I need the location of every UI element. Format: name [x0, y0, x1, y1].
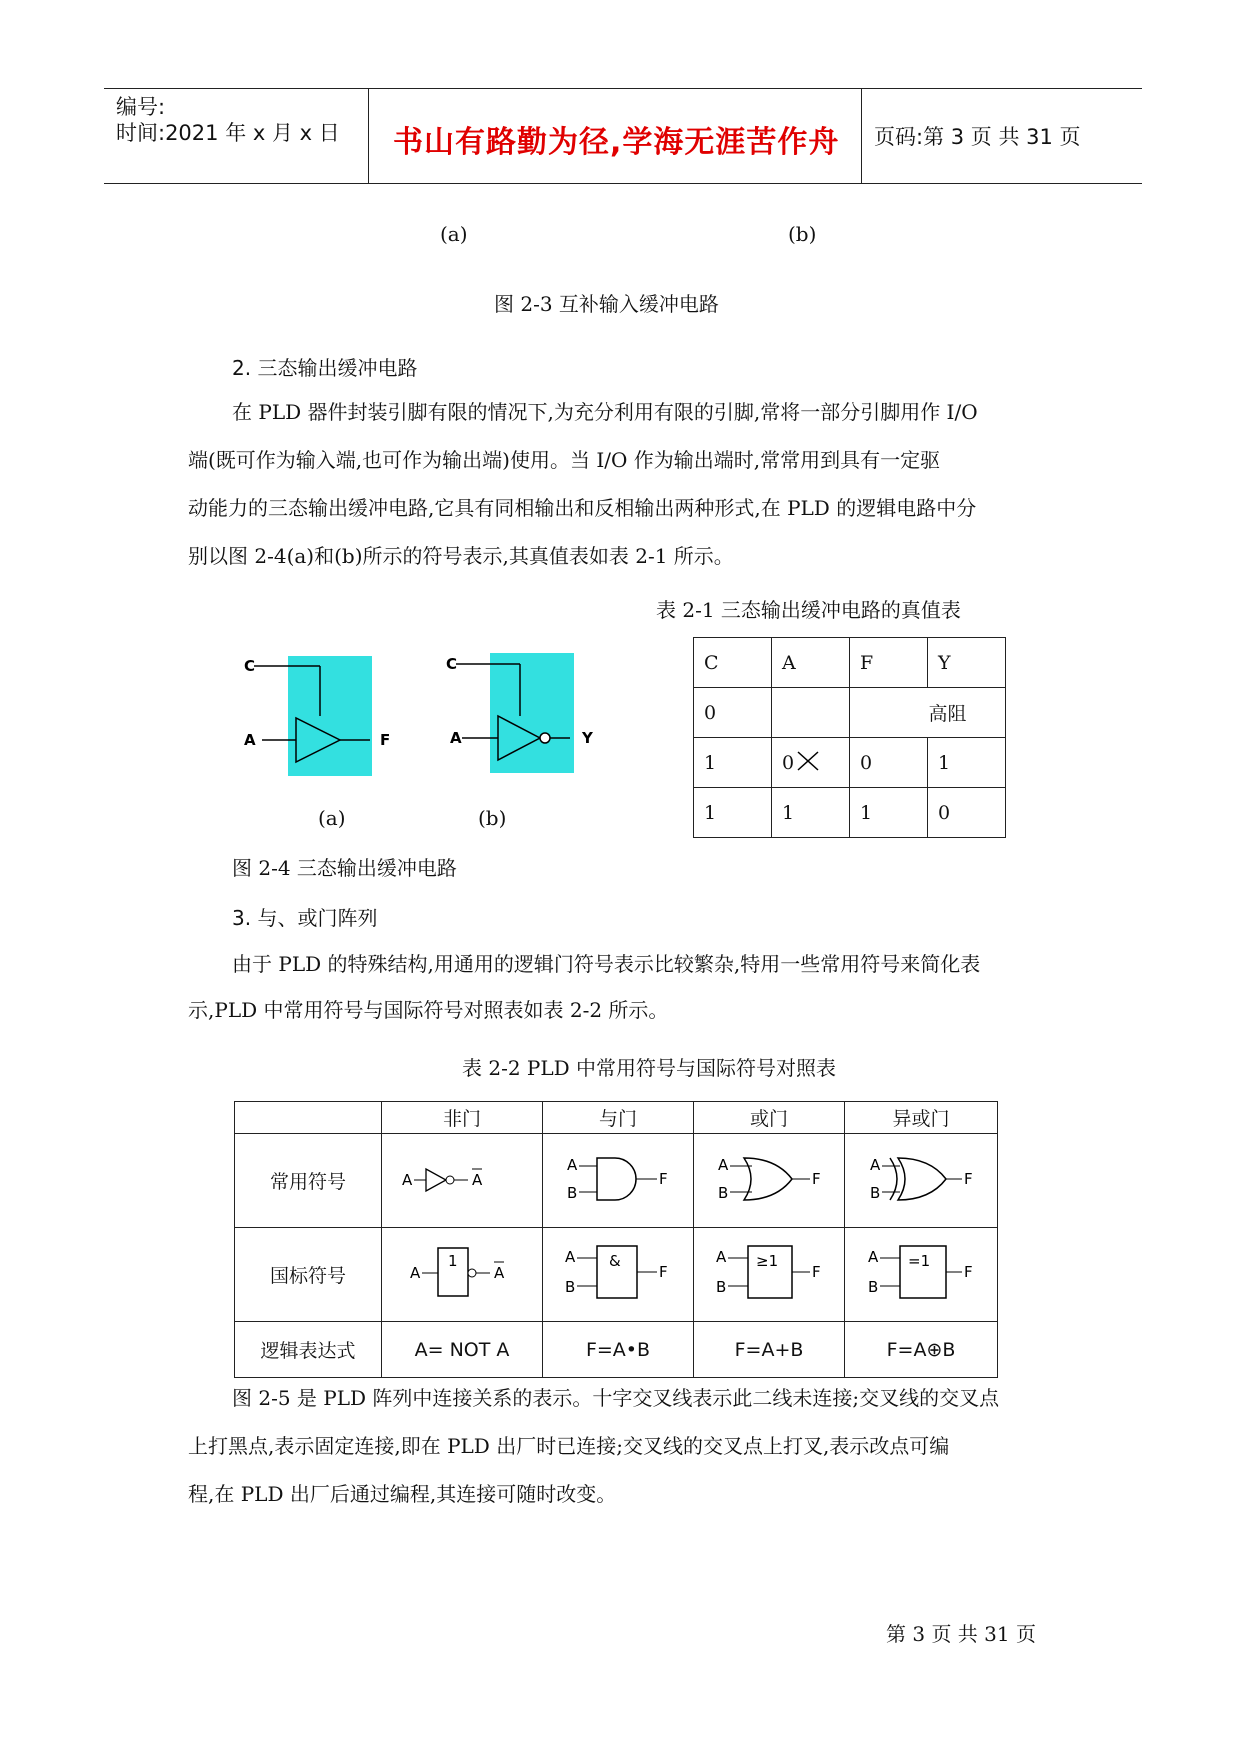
standard-and-gate: [543, 1228, 694, 1322]
standard-or-gate: [694, 1228, 845, 1322]
section2-heading: 2. 三态输出缓冲电路: [232, 356, 418, 380]
common-or-gate: [694, 1134, 845, 1228]
svg-text:F: F: [964, 1263, 973, 1281]
section2-line-2: 端(既可作为输入端,也可作为输出端)使用。当 I/O 作为输出端时,常常用到具有一定驱: [188, 448, 941, 472]
table21-cell: 0: [850, 738, 928, 788]
fig23-label-b: (b): [788, 222, 817, 246]
svg-text:B: B: [870, 1184, 881, 1202]
table21-caption: 表 2-1 三态输出缓冲电路的真值表: [656, 598, 961, 622]
iec-not-gate-icon: [392, 1240, 532, 1304]
svg-text:A: A: [868, 1248, 879, 1266]
table22-row-common: [235, 1134, 998, 1228]
table22-row-header: 逻辑表达式: [235, 1322, 382, 1378]
table21-cell: 0: [694, 688, 772, 738]
svg-text:A: A: [870, 1156, 881, 1174]
svg-text:A: A: [565, 1248, 576, 1266]
table21-row: [694, 688, 1006, 738]
common-not-gate: [382, 1134, 543, 1228]
table21-cell: 1: [694, 738, 772, 788]
motto: 书山有路勤为径,学海无涯苦作舟: [393, 125, 840, 160]
table22-row-header: 国标符号: [235, 1228, 382, 1322]
table21-header-cell: A: [772, 638, 850, 688]
common-and-gate: [543, 1134, 694, 1228]
svg-text:A: A: [567, 1156, 578, 1174]
table21-cell: [772, 688, 850, 738]
table22-row-standard: [235, 1228, 998, 1322]
fig24b-c-label: C: [446, 655, 458, 673]
section2-line-1: 在 PLD 器件封装引脚有限的情况下,为充分利用有限的引脚,常将一部分引脚用作 I/O: [232, 400, 978, 424]
table22-header-row: [235, 1102, 998, 1134]
table21: [693, 637, 1006, 838]
svg-text:A: A: [716, 1248, 727, 1266]
dont-care-x-icon: [796, 750, 820, 772]
table21-cell: 1: [928, 738, 1006, 788]
doc-number-label: 编号:: [116, 95, 166, 119]
fig24b-enable-box: [490, 653, 574, 773]
header-right-cell: [862, 89, 1142, 183]
section3-line-2: 示,PLD 中常用符号与国际符号对照表如表 2-2 所示。: [188, 998, 669, 1022]
fig23-label-a: (a): [440, 222, 468, 246]
expression-xor: F=A⊕B: [845, 1322, 998, 1378]
page-header: [104, 88, 1142, 184]
or-gate-icon: [704, 1148, 834, 1208]
table21-row: [694, 738, 1006, 788]
table21-row: [694, 788, 1006, 838]
xor-gate-icon: [856, 1148, 986, 1208]
not-gate-icon: [392, 1153, 532, 1203]
table22-caption: 表 2-2 PLD 中常用符号与国际符号对照表: [462, 1056, 837, 1080]
table21-cell: 1: [694, 788, 772, 838]
svg-text:=1: =1: [908, 1252, 931, 1270]
iec-and-gate-icon: [553, 1240, 683, 1304]
and-gate-icon: [553, 1148, 683, 1208]
section3-heading: 3. 与、或门阵列: [232, 906, 378, 930]
svg-text:A: A: [410, 1264, 421, 1282]
table21-header-cell: Y: [928, 638, 1006, 688]
page-info: 页码:第 3 页 共 31 页: [874, 125, 1081, 149]
fig23-caption: 图 2-3 互补输入缓冲电路: [494, 292, 719, 316]
svg-text:F: F: [964, 1170, 973, 1188]
section2-line-4: 别以图 2-4(a)和(b)所示的符号表示,其真值表如表 2-1 所示。: [188, 544, 734, 568]
svg-text:A: A: [718, 1156, 729, 1174]
standard-not-gate: [382, 1228, 543, 1322]
svg-text:B: B: [716, 1278, 727, 1296]
fig24a-a-label: A: [244, 731, 256, 749]
fig24a-f-label: F: [380, 731, 391, 749]
fig24b-y-label: Y: [582, 729, 593, 747]
table21-cell: 0: [928, 788, 1006, 838]
table22-col-header: 与门: [543, 1102, 694, 1134]
svg-text:B: B: [567, 1184, 578, 1202]
fig24-label-a: (a): [318, 806, 346, 830]
svg-text:F: F: [659, 1263, 668, 1281]
svg-text:≥1: ≥1: [756, 1252, 779, 1270]
section4-line-1: 图 2-5 是 PLD 阵列中连接关系的表示。十字交叉线表示此二线未连接;交叉线的交叉点: [232, 1386, 1000, 1410]
footer-page-number: 第 3 页 共 31 页: [886, 1622, 1036, 1646]
iec-xor-gate-icon: [856, 1240, 986, 1304]
table22-corner: [235, 1102, 382, 1134]
svg-text:F: F: [659, 1170, 668, 1188]
expression-and: F=A•B: [543, 1322, 694, 1378]
svg-text:A: A: [402, 1171, 413, 1189]
svg-text:B: B: [718, 1184, 729, 1202]
standard-xor-gate: [845, 1228, 998, 1322]
fig24-label-b: (b): [478, 806, 507, 830]
time-label: 时间:2021 年 x 月 x 日: [116, 121, 340, 145]
iec-or-gate-icon: [704, 1240, 834, 1304]
table22-row-expression: [235, 1322, 998, 1378]
section3-line-1: 由于 PLD 的特殊结构,用通用的逻辑门符号表示比较繁杂,特用一些常用符号来简化表: [232, 952, 981, 976]
expression-or: F=A+B: [694, 1322, 845, 1378]
section4-line-3: 程,在 PLD 出厂后通过编程,其连接可随时改变。: [188, 1482, 617, 1506]
section2-line-3: 动能力的三态输出缓冲电路,它具有同相输出和反相输出两种形式,在 PLD 的逻辑电路中分: [188, 496, 977, 520]
table22-col-header: 异或门: [845, 1102, 998, 1134]
table21-cell-with-x: [772, 738, 850, 788]
table21-cell-text: 0: [782, 751, 795, 774]
header-motto-cell: [369, 89, 862, 183]
section4-line-2: 上打黑点,表示固定连接,即在 PLD 出厂时已连接;交叉线的交叉点上打叉,表示改点可编: [188, 1434, 950, 1458]
fig24-diagram: [230, 640, 610, 800]
table21-header-cell: F: [850, 638, 928, 688]
table21-header-row: [694, 638, 1006, 688]
fig24a-c-label: C: [244, 657, 256, 675]
svg-text:F: F: [812, 1170, 821, 1188]
svg-text:F: F: [812, 1263, 821, 1281]
fig24-caption: 图 2-4 三态输出缓冲电路: [232, 856, 457, 880]
svg-text:B: B: [868, 1278, 879, 1296]
table21-cell-high-z: 高阻: [850, 688, 1006, 738]
svg-text:A: A: [472, 1171, 483, 1189]
table22-col-header: 或门: [694, 1102, 845, 1134]
svg-text:1: 1: [448, 1252, 458, 1270]
table22-col-header: 非门: [382, 1102, 543, 1134]
table22-row-header: 常用符号: [235, 1134, 382, 1228]
fig24a-enable-box: [288, 656, 372, 776]
table21-cell: 1: [850, 788, 928, 838]
table21-cell: 1: [772, 788, 850, 838]
header-left-cell: [104, 89, 369, 183]
svg-text:&: &: [609, 1252, 621, 1270]
expression-not: A= NOT A: [382, 1322, 543, 1378]
table22: [234, 1101, 998, 1378]
svg-text:A: A: [494, 1264, 505, 1282]
svg-text:B: B: [565, 1278, 576, 1296]
common-xor-gate: [845, 1134, 998, 1228]
fig24b-a-label: A: [450, 729, 462, 747]
table21-header-cell: C: [694, 638, 772, 688]
